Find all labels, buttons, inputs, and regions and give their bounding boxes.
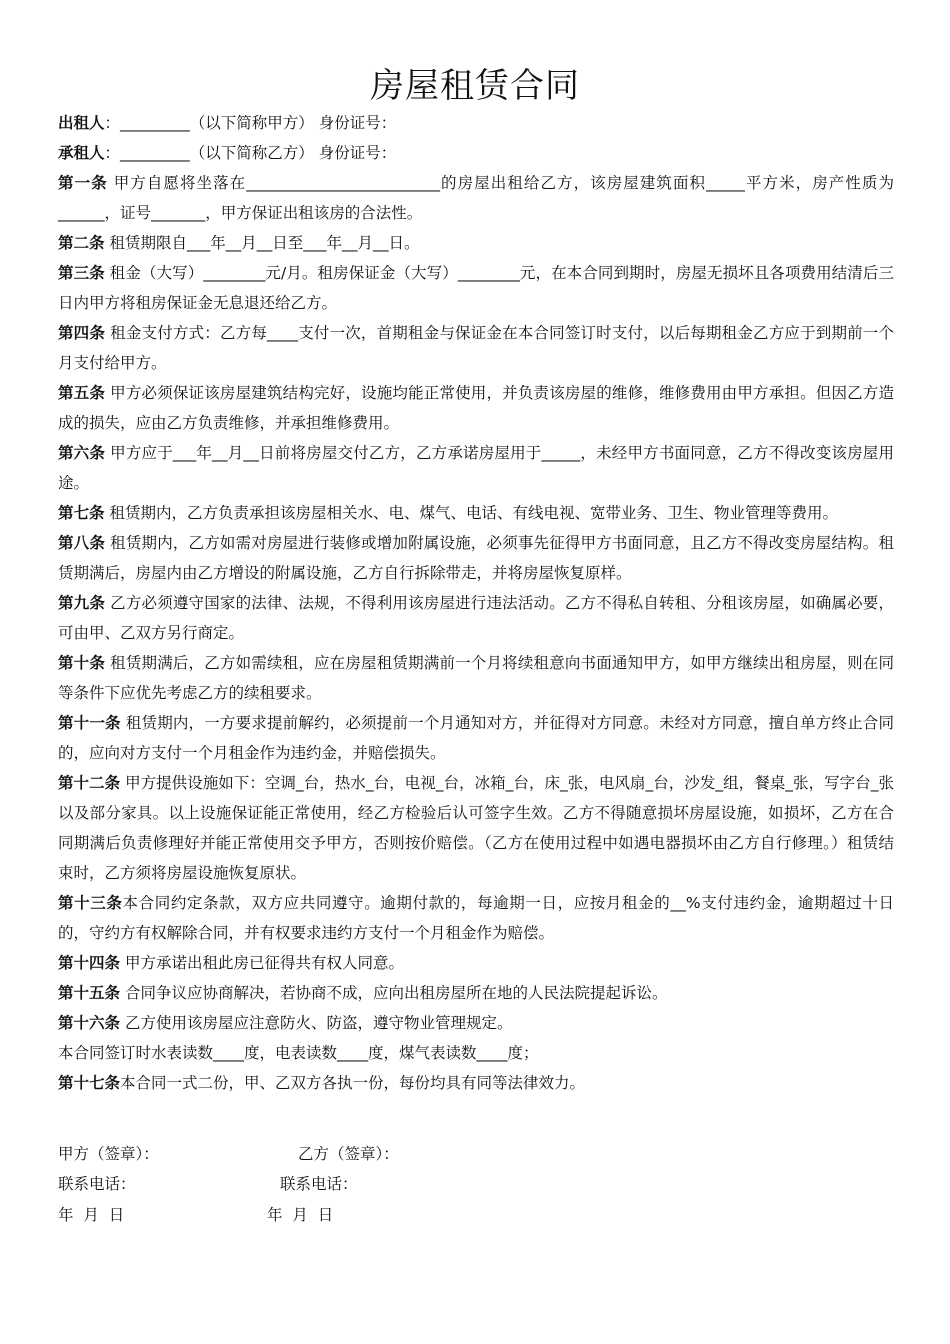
- party-a-phone: 联系电话：: [58, 1175, 136, 1193]
- clause-12: [58, 768, 894, 888]
- lessee-line: [58, 138, 894, 168]
- clause-text: 甲方提供设施如下：空调_台，热水_台，电视_台，冰箱_台，床_张，电风扇_台，沙发_组，餐桌_张，写字台_张以及部分家具。以上设施保证能正常使用，经乙方检验后认可签字生效。乙方不得随意损坏房屋设施，如损坏，乙方在合同期满后负责修理好并能正常使用交予甲方，否则按价赔偿。（乙方在使用过程中如遇电器损坏由乙方自行修理。）租赁结束时，乙方须将房屋设施恢复原状。: [58, 774, 894, 882]
- party-a-date: 年 月 日: [58, 1206, 125, 1224]
- clause-8: [58, 528, 894, 588]
- lessee-field: ：_________（以下简称乙方） 身份证号：: [104, 144, 397, 162]
- lessor-line: [58, 108, 894, 138]
- lessor-field: ：_________（以下简称甲方） 身份证号：: [104, 114, 397, 132]
- clause-text: 租赁期内，一方要求提前解约，必须提前一个月通知对方，并征得对方同意。未经对方同意，擅自单方终止合同的，应向对方支付一个月租金作为违约金，并赔偿损失。: [58, 714, 894, 762]
- clause-11: [58, 708, 894, 768]
- clause-text: 乙方使用该房屋应注意防火、防盗，遵守物业管理规定。: [120, 1014, 513, 1032]
- clause-label: 第十五条: [58, 984, 121, 1002]
- clause-10: [58, 648, 894, 708]
- clause-text: 本合同约定条款，双方应共同遵守。逾期付款的，每逾期一日，应按月租金的__%支付违约金，逾期超过十日的，守约方有权解除合同，并有权要求违约方支付一个月租金作为赔偿。: [58, 894, 894, 942]
- clause-label: 第十一条: [58, 714, 121, 732]
- clause-text: 乙方必须遵守国家的法律、法规，不得利用该房屋进行违法活动。乙方不得私自转租、分租该房屋，如确属必要，可由甲、乙双方另行商定。: [58, 594, 894, 642]
- clause-14: [58, 948, 894, 978]
- clause-text: 租赁期内，乙方如需对房屋进行装修或增加附属设施，必须事先征得甲方书面同意，且乙方不得改变房屋结构。租赁期满后，房屋内由乙方增设的附属设施，乙方自行拆除带走，并将房屋恢复原样。: [58, 534, 894, 582]
- clause-4: [58, 318, 894, 378]
- clause-text: 合同争议应协商解决，若协商不成，应向出租房屋所在地的人民法院提起诉讼。: [120, 984, 668, 1002]
- contract-title: 房屋租赁合同: [370, 66, 580, 106]
- clause-16: [58, 1008, 894, 1038]
- clause-1: [58, 168, 894, 228]
- clause-label: 第三条: [58, 264, 105, 282]
- clause-label: 第十二条: [58, 774, 121, 792]
- clause-label: 第六条: [58, 444, 106, 462]
- clause-label: 第九条: [58, 594, 106, 612]
- clause-13: [58, 888, 894, 948]
- clause-text: 甲方应于___年__月__日前将房屋交付乙方，乙方承诺房屋用于_____，未经甲方书面同意，乙方不得改变该房屋用途。: [58, 444, 894, 492]
- clause-label: 第七条: [58, 504, 105, 522]
- meter-reading-line: 本合同签订时水表读数____度，电表读数____度，煤气表读数____度；: [58, 1044, 539, 1062]
- clause-2: [58, 228, 894, 258]
- clause-label: 第二条: [58, 234, 105, 252]
- clause-label: 第十四条: [58, 954, 121, 972]
- clause-label: 第十七条: [58, 1074, 121, 1092]
- clause-text: 甲方承诺出租此房已征得共有权人同意。: [120, 954, 404, 972]
- clause-9: [58, 588, 894, 648]
- clause-text: 租赁期满后，乙方如需续租，应在房屋租赁期满前一个月将续租意向书面通知甲方，如甲方继续出租房屋，则在同等条件下应优先考虑乙方的续租要求。: [58, 654, 894, 702]
- clause-label: 第十六条: [58, 1014, 121, 1032]
- clause-text: 租金支付方式：乙方每____支付一次，首期租金与保证金在本合同签订时支付，以后每期租金乙方应于到期前一个月支付给甲方。: [58, 324, 894, 372]
- clause-label: 第八条: [58, 534, 106, 552]
- clause-text: 甲方必须保证该房屋建筑结构完好，设施均能正常使用，并负责该房屋的维修，维修费用由甲方承担。但因乙方造成的损失，应由乙方负责维修，并承担维修费用。: [58, 384, 894, 432]
- clause-label: 第十条: [58, 654, 106, 672]
- party-b-signature: 乙方（签章）：: [298, 1145, 399, 1163]
- clause-text: 租赁期内，乙方负责承担该房屋相关水、电、煤气、电话、有线电视、宽带业务、卫生、物业管理等费用。: [104, 504, 838, 522]
- clause-label: 第五条: [58, 384, 106, 402]
- clause-text: 租金（大写）________元/月。租房保证金（大写）________元，在本合同到期时，房屋无损坏且各项费用结清后三日内甲方将租房保证金无息退还给乙方。: [58, 264, 894, 312]
- clause-label: 第一条: [58, 174, 108, 192]
- clause-label: 第十三条: [58, 894, 123, 912]
- clause-17: [58, 1068, 894, 1098]
- lessee-label: 承租人: [58, 144, 105, 162]
- party-b-phone: 联系电话：: [280, 1175, 358, 1193]
- clause-3: [58, 258, 894, 318]
- clause-7: [58, 498, 894, 528]
- party-b-date: 年 月 日: [267, 1206, 334, 1224]
- clause-15: [58, 978, 894, 1008]
- clause-text: 甲方自愿将坐落在_________________________的房屋出租给乙方，该房屋建筑面积_____平方米，房产性质为______，证号_______，甲方保证出租该房的合法性。: [58, 174, 894, 222]
- clause-6: [58, 438, 894, 498]
- party-a-signature: 甲方（签章）：: [58, 1145, 159, 1163]
- lessor-label: 出租人: [58, 114, 105, 132]
- clause-text: 租赁期限自___年__月__日至___年__月__日。: [104, 234, 420, 252]
- clause-5: [58, 378, 894, 438]
- clause-text: 本合同一式二份，甲、乙双方各执一份，每份均具有同等法律效力。: [120, 1074, 586, 1092]
- clause-label: 第四条: [58, 324, 106, 342]
- contract-body: [58, 108, 894, 1098]
